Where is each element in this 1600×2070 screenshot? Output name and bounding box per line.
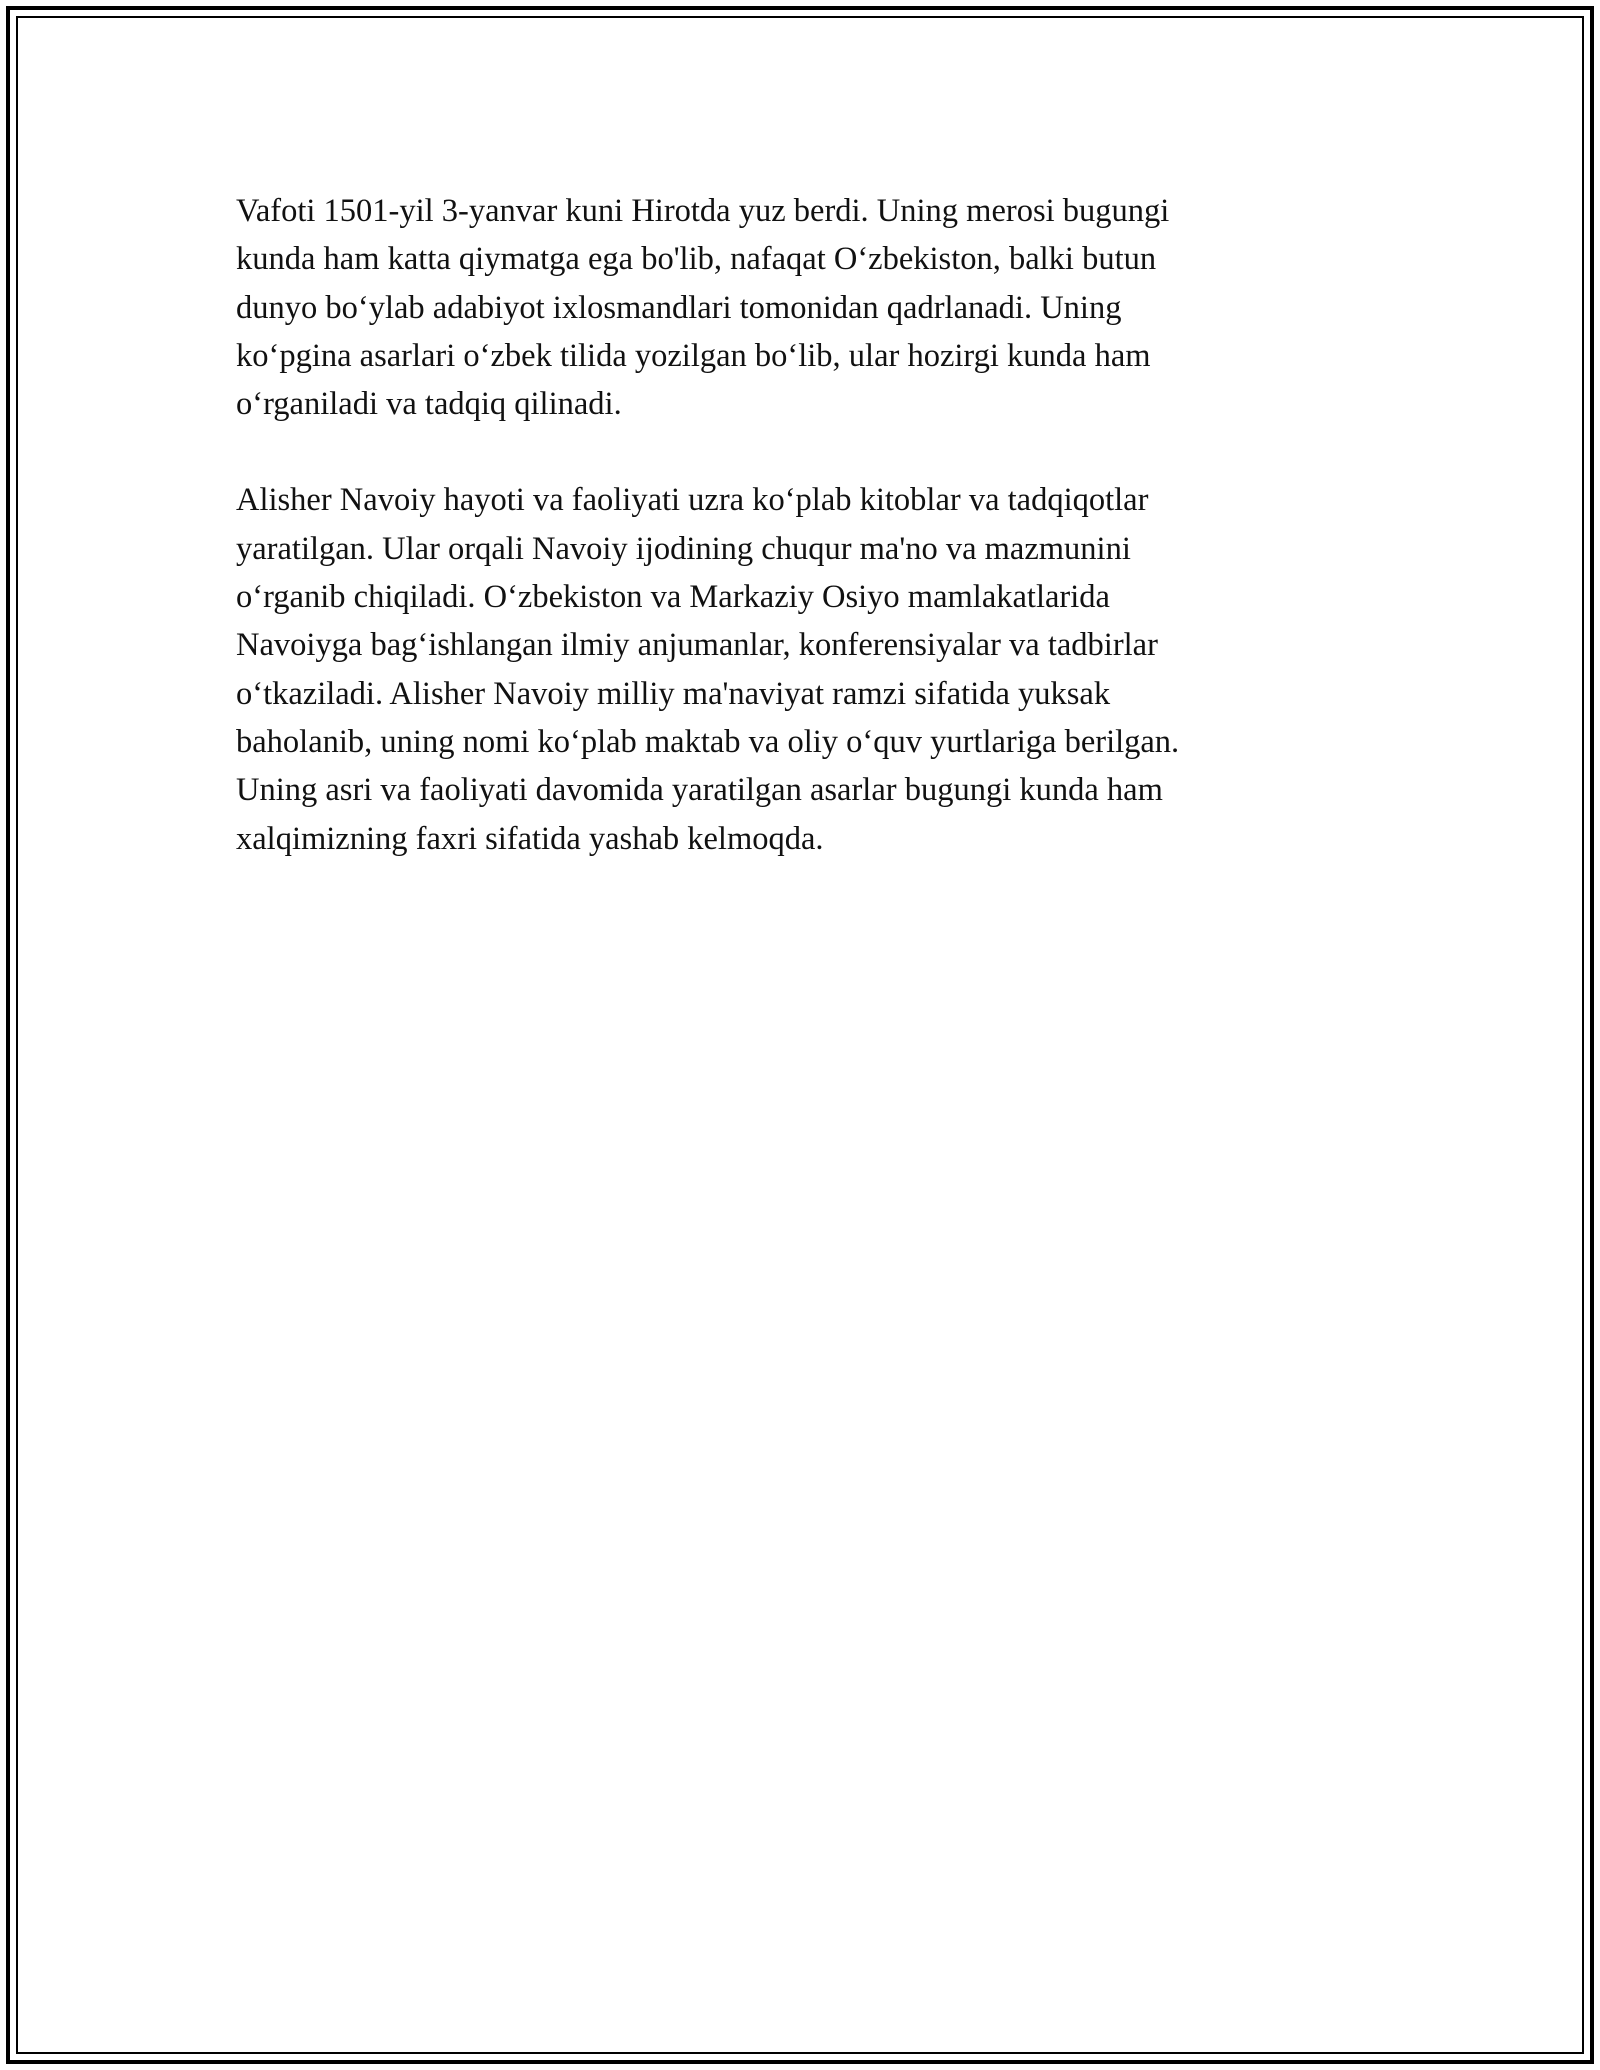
text-line: kunda ham katta qiymatga ega bo'lib, nafaqat O‘zbekiston, balki butun bbox=[236, 241, 1157, 278]
text-line: ko‘pgina asarlari o‘zbek tilida yozilgan bo‘lib, ular hozirgi kunda ham bbox=[236, 337, 1151, 374]
text-line: Vafoti 1501-yil 3-yanvar kuni Hirotda yuz berdi. Uning merosi bugungi bbox=[236, 193, 1170, 229]
text-line: o‘tkaziladi. Alisher Navoiy milliy ma'naviyat ramzi sifatida yuksak bbox=[236, 675, 1111, 712]
text-line: Alisher Navoiy hayoti va faoliyati uzra ko‘plab kitoblar va tadqiqotlar bbox=[236, 482, 1149, 519]
text-line: dunyo bo‘ylab adabiyot ixlosmandlari tomonidan qadrlanadi. Uning bbox=[236, 289, 1122, 326]
text-line: xalqimizning faxri sifatida yashab kelmoqda. bbox=[236, 820, 824, 857]
document-body bbox=[236, 187, 1346, 863]
text-line: baholanib, uning nomi ko‘plab maktab va oliy o‘quv yurtlariga berilgan. bbox=[236, 723, 1180, 760]
paragraph bbox=[236, 187, 1346, 428]
text-line: yaratilgan. Ular orqali Navoiy ijodining chuqur ma'no va mazmunini bbox=[236, 530, 1131, 567]
text-line: Navoiyga bag‘ishlangan ilmiy anjumanlar, konferensiyalar va tadbirlar bbox=[236, 627, 1158, 664]
paragraph bbox=[236, 476, 1346, 862]
text-line: o‘rganiladi va tadqiq qilinadi. bbox=[236, 386, 622, 423]
text-line: Uning asri va faoliyati davomida yaratilgan asarlar bugungi kunda ham bbox=[236, 772, 1163, 809]
text-line: o‘rganib chiqiladi. O‘zbekiston va Markaziy Osiyo mamlakatlarida bbox=[236, 579, 1110, 616]
